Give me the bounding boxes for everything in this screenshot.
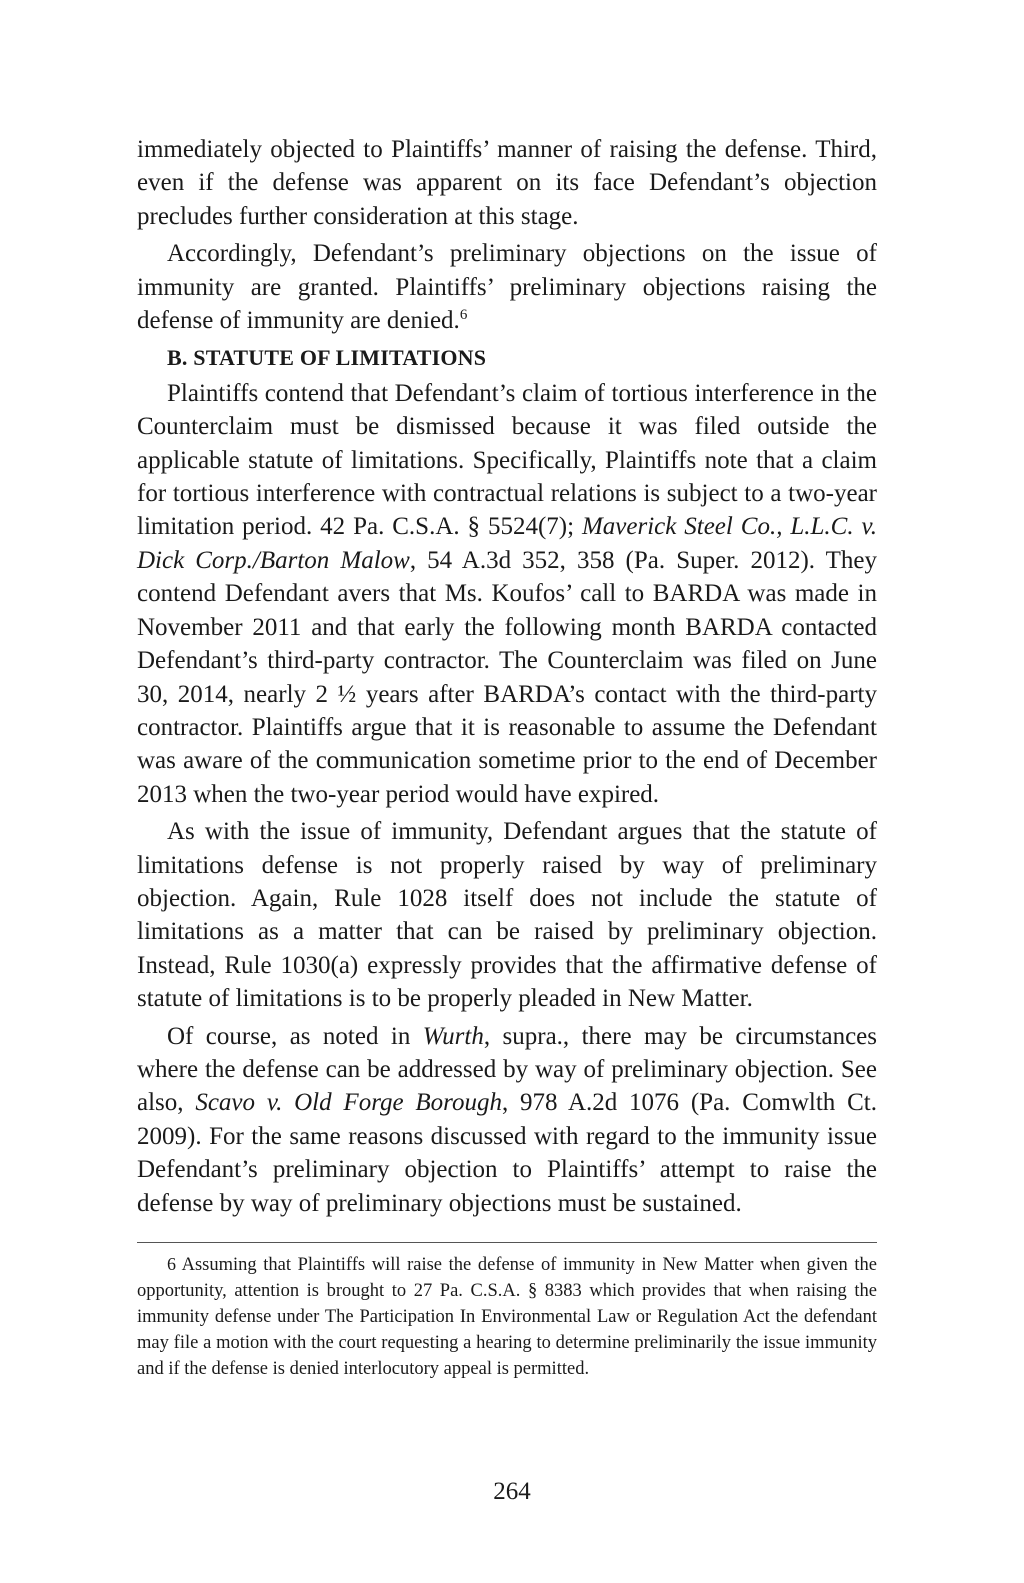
paragraph-3 — [137, 377, 877, 811]
paragraph-1: immediately objected to Plaintiffs’ manner of raising the defense. Third, even if the defense was apparent on its face Defendant’s objection precludes further consideration at this stage. — [137, 136, 877, 230]
paragraph-2 — [137, 237, 877, 337]
paragraph-3-text-b: , 54 A.3d 352, 358 (Pa. Super. 2012). They contend Defendant avers that Ms. Koufos’ call to BARDA was made in November 2011 and that early the following month BARDA contacted Defendant’s third-party contractor. The Counterclaim was filed on June 30, 2014, nearly 2 ½ years after BARDA’s contact with the third-party contractor. Plaintiffs argue that it is reasonable to assume the Defendant was aware of the communication sometime prior to the end of December 2013 when the two-year period would have expired. — [137, 546, 877, 808]
case-citation-scavo: Scavo v. Old Forge Borough — [195, 1089, 502, 1117]
paragraph-3-text-a: Plaintiffs contend that Defendant’s claim of tortious interference in the Counterclaim must be dismissed because it was filed outside the applicable statute of limitations. Specifically, Plaintiffs note that a claim for tortious interference with contractual relations is subject to a two-year limitation period. 42 Pa. C.S.A. § 5524(7); — [137, 379, 877, 541]
paragraph-5-text-b: , supra., there may be circumstances where the defense can be addressed by way of preliminary objection. See also, — [137, 1022, 877, 1117]
footnote-reference-6: 6 — [459, 307, 468, 324]
paragraph-5 — [137, 1020, 877, 1220]
paragraph-5-text-c: , 978 A.2d 1076 (Pa. Comwlth Ct. 2009). For the same reasons discussed with regard to the immunity issue Defendant’s preliminary objection to Plaintiffs’ attempt to raise the defense by way of preliminary objections must be sustained. — [137, 1089, 877, 1217]
case-citation-wurth: Wurth — [422, 1022, 484, 1050]
page-number: 264 — [493, 1478, 531, 1505]
paragraph-4: As with the issue of immunity, Defendant argues that the statute of limitations defense is not properly raised by way of preliminary objection. Again, Rule 1028 itself does not include the statute of limitations as a matter that can be raised by preliminary objection. Instead, Rule 1030(a) expressly provides that the affirmative defense of statute of limitations is to be properly pleaded in New Matter. — [137, 818, 877, 1013]
body-text — [137, 133, 877, 1220]
footnote-text: Assuming that Plaintiffs will raise the defense of immunity in New Matter when given the opportunity, attention is brought to 27 Pa. C.S.A. § 8383 which provides that when raising the immunity defense under The Participation In Environmental Law or Regulation Act the defendant may file a motion with the court requesting a hearing to determine preliminarily the issue immunity and if the defense is denied interlocutory appeal is permitted. — [137, 1255, 877, 1379]
paragraph-2-text: Accordingly, Defendant’s preliminary objections on the issue of immunity are granted. Plaintiffs’ preliminary objections raising the defense of immunity are denied. — [137, 240, 877, 335]
page-content — [137, 133, 877, 1382]
case-citation-maverick-steel: Maverick Steel Co., L.L.C. v. Dick Corp./Barton Malow — [137, 513, 877, 574]
paragraph-5-text-a: Of course, as noted in — [167, 1022, 423, 1050]
footnote-6 — [137, 1251, 877, 1382]
footnote-divider — [137, 1242, 877, 1243]
section-heading-statute-of-limitations: B. STATUTE OF LIMITATIONS — [167, 345, 487, 371]
footnote-number: 6 — [167, 1254, 176, 1274]
